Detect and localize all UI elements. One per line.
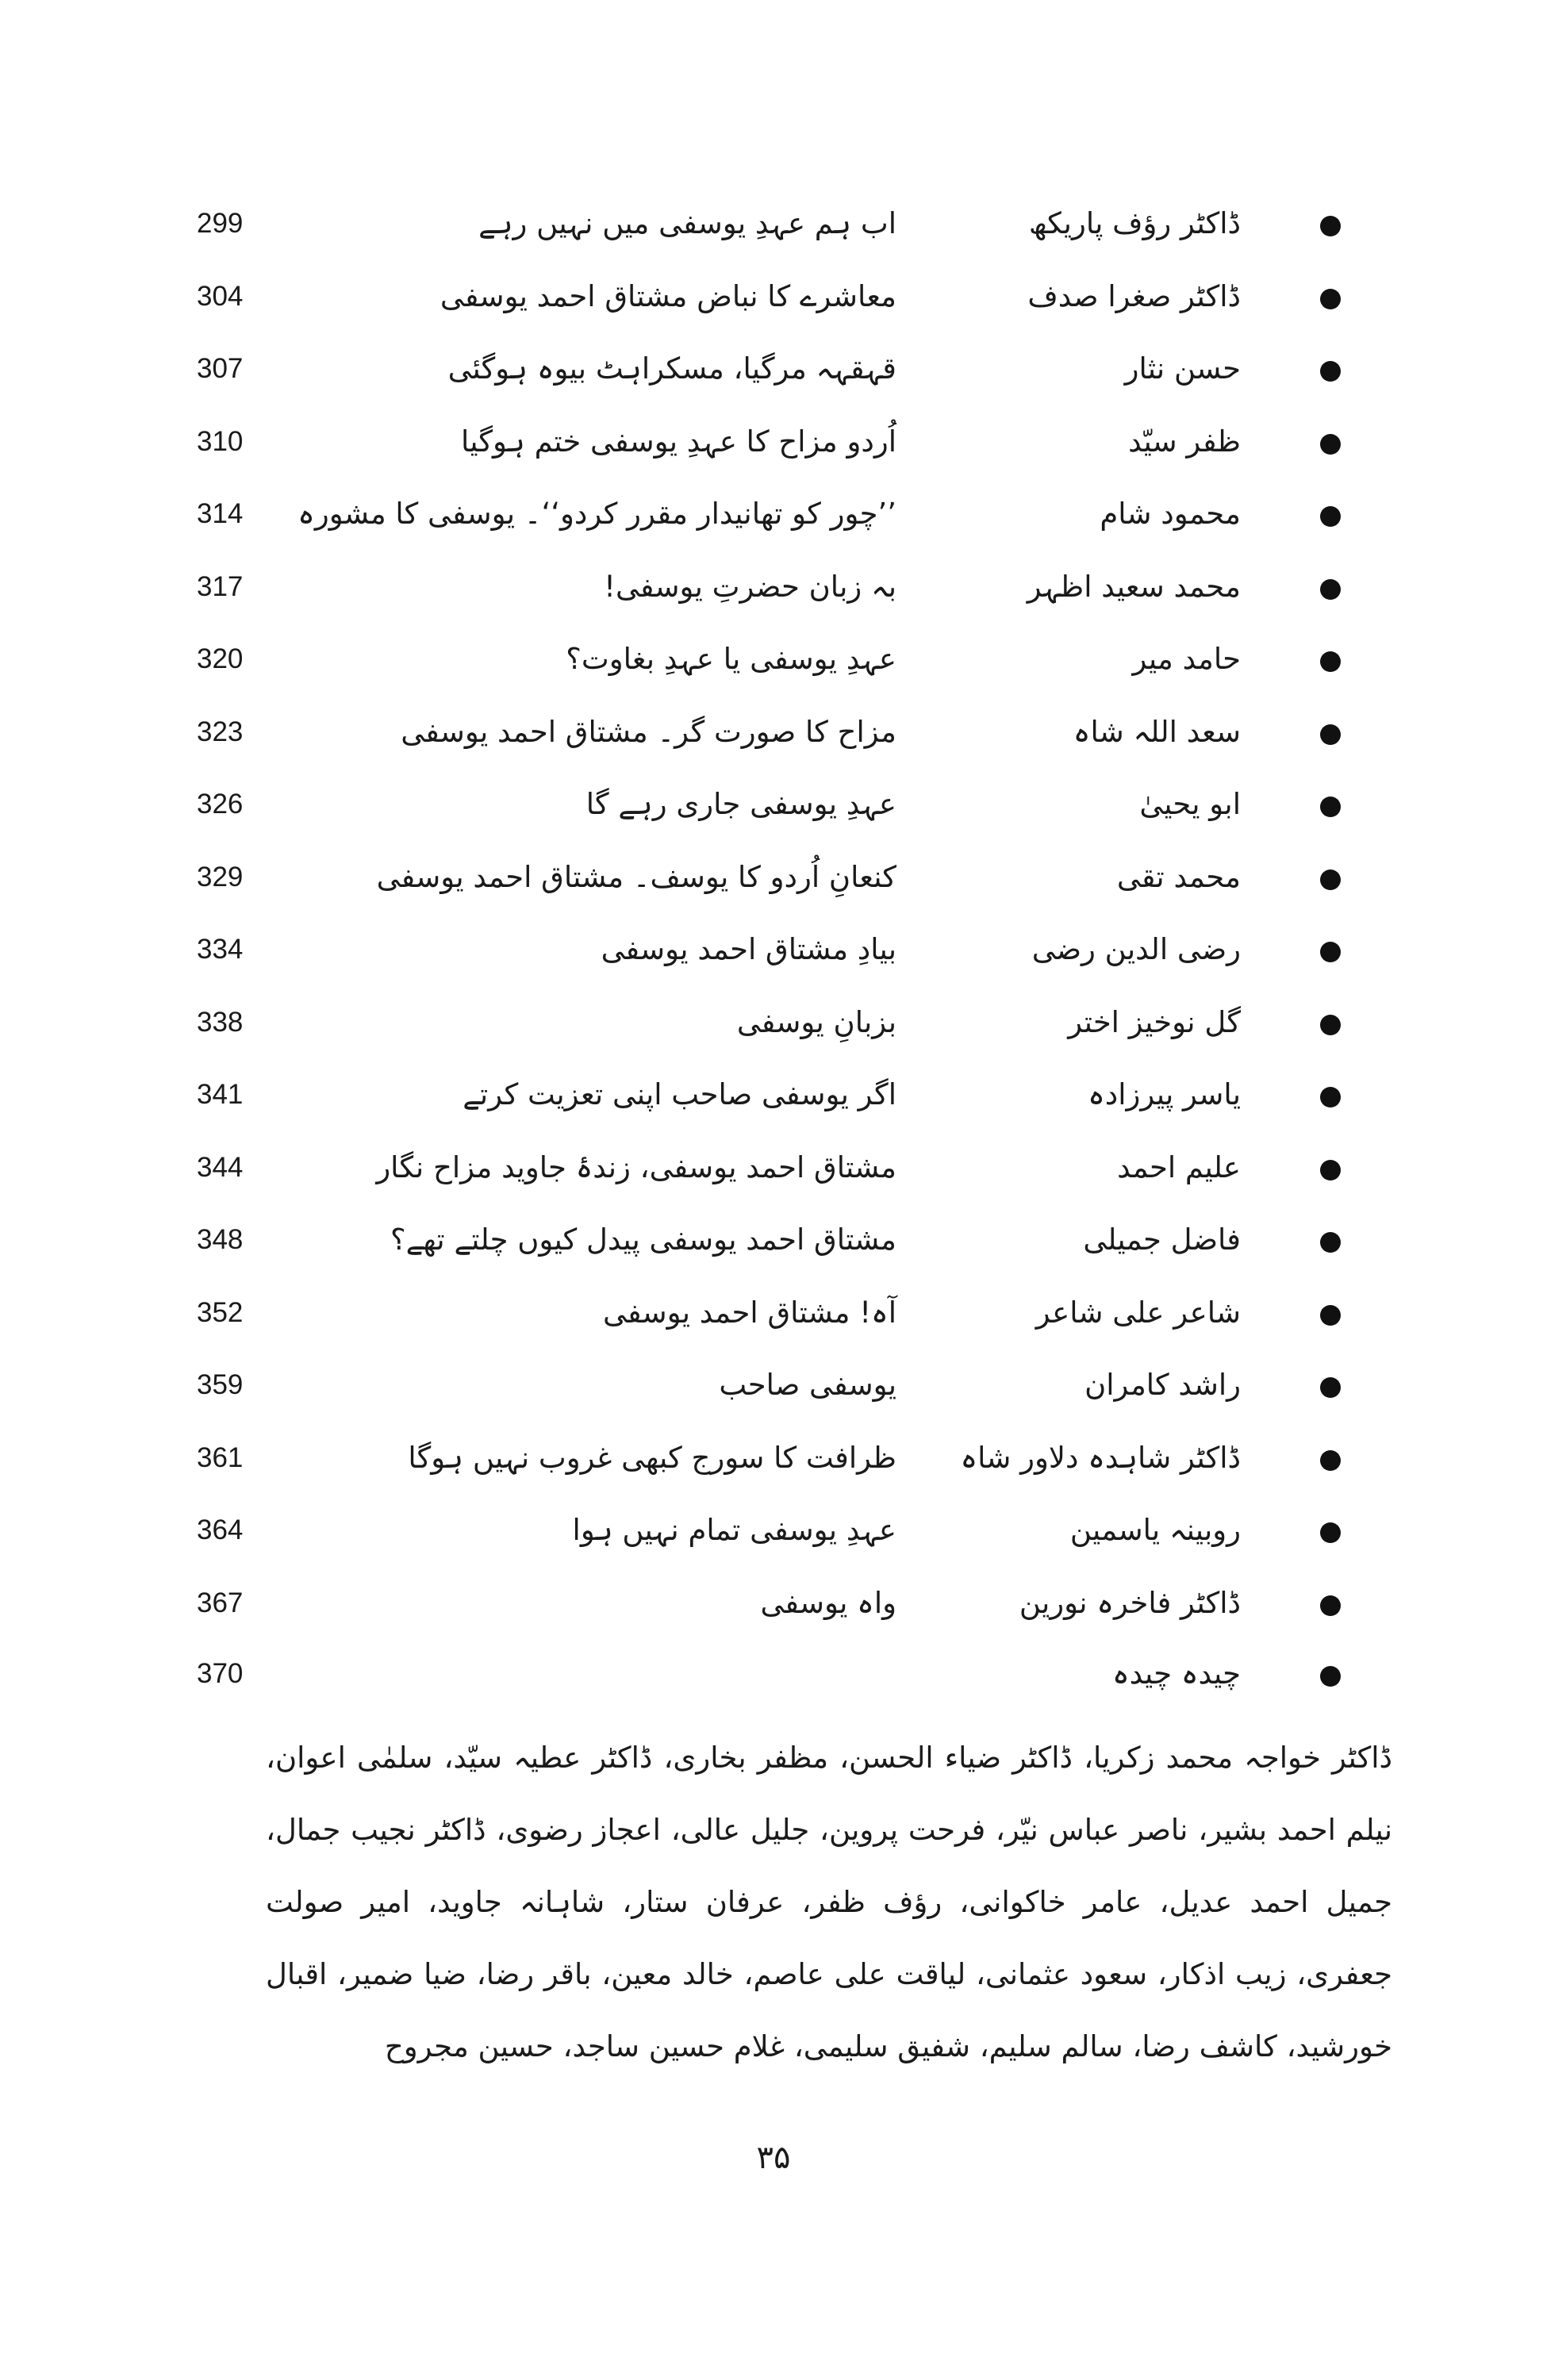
toc-entry — [0, 1071, 1547, 1144]
entry-title: یوسفی صاحب — [719, 1368, 896, 1402]
toc-entry — [0, 1216, 1547, 1289]
toc-entry — [0, 854, 1547, 927]
entry-author: ظفر سیّد — [1128, 424, 1241, 459]
entry-title: بہ زبان حضرتِ یوسفی! — [604, 569, 896, 604]
entry-page-number: 344 — [197, 1151, 244, 1183]
entry-title: ’’چور کو تھانیدار مقرر کردو‘‘۔ یوسفی کا مشورہ — [298, 497, 896, 531]
entry-author: شاعر علی شاعر — [1035, 1295, 1241, 1330]
entry-title: عہدِ یوسفی یا عہدِ بغاوت؟ — [566, 642, 896, 676]
entry-author: رضی الدین رضی — [1031, 932, 1241, 966]
entry-page-number: 364 — [197, 1514, 244, 1545]
toc-entry — [0, 1507, 1547, 1580]
bullet-icon — [1320, 361, 1341, 382]
entry-author: محمد تقی — [1116, 859, 1241, 894]
entry-page-number: 341 — [197, 1079, 244, 1110]
toc-entry — [0, 708, 1547, 781]
entry-author: یاسر پیرزادہ — [1088, 1077, 1241, 1111]
entry-title: اب ہم عہدِ یوسفی میں نہیں رہے — [478, 206, 896, 240]
entry-page-number: 317 — [197, 570, 244, 602]
entry-page-number: 304 — [197, 280, 244, 312]
toc-entry — [0, 273, 1547, 346]
bullet-icon — [1320, 651, 1341, 672]
toc-entry — [0, 635, 1547, 708]
entry-title: کنعانِ اُردو کا یوسف۔ مشتاق احمد یوسفی — [376, 859, 896, 894]
entry-page-number: 329 — [197, 861, 244, 892]
toc-entry — [0, 1434, 1547, 1507]
bullet-icon — [1320, 579, 1341, 600]
bullet-icon — [1320, 1305, 1341, 1326]
entry-page-number: 299 — [197, 208, 244, 239]
entry-author: حسن نثار — [1124, 351, 1241, 386]
bullet-icon — [1320, 506, 1341, 527]
entry-page-number: 307 — [197, 353, 244, 384]
entry-author: حامد میر — [1132, 642, 1241, 676]
entry-page-number: 361 — [197, 1441, 244, 1473]
contributors-list: ڈاکٹر خواجہ محمد زکریا، ڈاکٹر ضیاء الحسن، مظفر بخاری، ڈاکٹر عطیہ سیّد، سلمٰی اعوان، نیلم احمد بشیر، ناصر عباس نیّر، فرحت پروین، جلیل عالی، اعجاز رضوی، ڈاکٹر نجیب جمال، جمیل احمد عدیل، عامر خاکوانی، رؤف ظفر، عرفان ستار، شاہانہ جاوید، امیر صولت جعفری، زیب اذکار، سعود عثمانی، لیاقت علی عاصم، خالد معین، باقر رضا، ضیا ضمیر، اقبال خورشید، کاشف رضا، سالم سلیم، شفیق سلیمی، غلام حسین ساجد، حسین مجروح — [266, 1741, 1392, 2063]
table-of-contents — [0, 200, 1547, 1652]
entry-author: سعد اللہ شاہ — [1073, 714, 1241, 749]
bullet-icon — [1320, 1232, 1341, 1253]
entry-page-number: 352 — [197, 1296, 244, 1328]
entry-page-number: 334 — [197, 934, 244, 965]
bullet-icon — [1320, 1595, 1341, 1616]
entry-page-number: 326 — [197, 789, 244, 820]
bullet-icon — [1320, 797, 1341, 817]
page-number-footer: ۳۵ — [756, 2140, 791, 2176]
toc-entry — [0, 1144, 1547, 1217]
bullet-icon — [1320, 869, 1341, 890]
entry-author: ابو یحییٰ — [1139, 787, 1241, 821]
selected-heading: چیدہ چیدہ — [1111, 1656, 1241, 1691]
entry-title: بزبانِ یوسفی — [736, 1004, 896, 1039]
entry-page-number: 314 — [197, 498, 244, 529]
entry-page-number: 359 — [197, 1369, 244, 1400]
toc-entry — [0, 418, 1547, 491]
entry-author: ڈاکٹر رؤف پاریکھ — [1028, 206, 1241, 240]
entry-author: روبینہ یاسمین — [1069, 1513, 1241, 1547]
toc-entry — [0, 1289, 1547, 1362]
entry-title: واہ یوسفی — [760, 1585, 896, 1620]
entry-title: عہدِ یوسفی تمام نہیں ہوا — [572, 1513, 896, 1547]
entry-author: محمد سعید اظہر — [1027, 569, 1241, 604]
toc-entry — [0, 200, 1547, 273]
toc-entry — [0, 563, 1547, 636]
entry-author: ڈاکٹر صغرا صدف — [1027, 278, 1241, 313]
entry-page-number: 338 — [197, 1006, 244, 1038]
toc-entry — [0, 490, 1547, 563]
bullet-icon — [1320, 216, 1341, 236]
entry-author: علیم احمد — [1117, 1150, 1241, 1184]
entry-title: ظرافت کا سورج کبھی غروب نہیں ہوگا — [408, 1440, 896, 1475]
entry-page-number: 320 — [197, 643, 244, 674]
entry-title: مشتاق احمد یوسفی پیدل کیوں چلتے تھے؟ — [390, 1223, 896, 1257]
entry-author: محمود شام — [1100, 497, 1241, 531]
bullet-icon — [1320, 1087, 1341, 1107]
entry-author: گل نوخیز اختر — [1068, 1004, 1241, 1039]
bullet-icon — [1320, 1015, 1341, 1035]
bullet-icon — [1320, 1160, 1341, 1180]
bullet-icon — [1320, 724, 1341, 745]
toc-entry-selected — [0, 1650, 1547, 1714]
entry-author: ڈاکٹر فاخرہ نورین — [1019, 1585, 1241, 1620]
entry-title: مزاح کا صورت گر۔ مشتاق احمد یوسفی — [401, 714, 896, 749]
entry-title: معاشرے کا نباض مشتاق احمد یوسفی — [440, 278, 896, 313]
toc-entry — [0, 1361, 1547, 1434]
entry-page-number: 367 — [197, 1587, 244, 1618]
bullet-icon — [1320, 434, 1341, 455]
bullet-icon — [1320, 1377, 1341, 1398]
entry-author: ڈاکٹر شاہدہ دلاور شاہ — [960, 1440, 1241, 1475]
toc-entry — [0, 345, 1547, 418]
bullet-icon — [1320, 1666, 1341, 1687]
entry-page-number: 348 — [197, 1224, 244, 1255]
entry-author: فاضل جمیلی — [1083, 1223, 1241, 1257]
toc-entry — [0, 781, 1547, 854]
entry-title: اُردو مزاح کا عہدِ یوسفی ختم ہوگیا — [460, 424, 896, 459]
entry-author: راشد کامران — [1084, 1368, 1241, 1402]
entry-title: مشتاق احمد یوسفی، زندۂ جاوید مزاح نگار — [376, 1150, 896, 1184]
entry-title: قہقہہ مرگیا، مسکراہٹ بیوہ ہوگئی — [447, 351, 896, 386]
entry-page-number: 310 — [197, 425, 244, 457]
toc-entry — [0, 1580, 1547, 1653]
selected-page-number: 370 — [197, 1658, 244, 1689]
bullet-icon — [1320, 942, 1341, 962]
bullet-icon — [1320, 1522, 1341, 1543]
entry-title: عہدِ یوسفی جاری رہے گا — [585, 787, 896, 821]
bullet-icon — [1320, 289, 1341, 309]
bullet-icon — [1320, 1450, 1341, 1471]
entry-page-number: 323 — [197, 716, 244, 747]
entry-title: بیادِ مشتاق احمد یوسفی — [601, 932, 896, 966]
entry-title: آہ! مشتاق احمد یوسفی — [603, 1295, 896, 1330]
toc-entry — [0, 999, 1547, 1072]
toc-entry — [0, 926, 1547, 999]
entry-title: اگر یوسفی صاحب اپنی تعزیت کرتے — [463, 1077, 896, 1111]
